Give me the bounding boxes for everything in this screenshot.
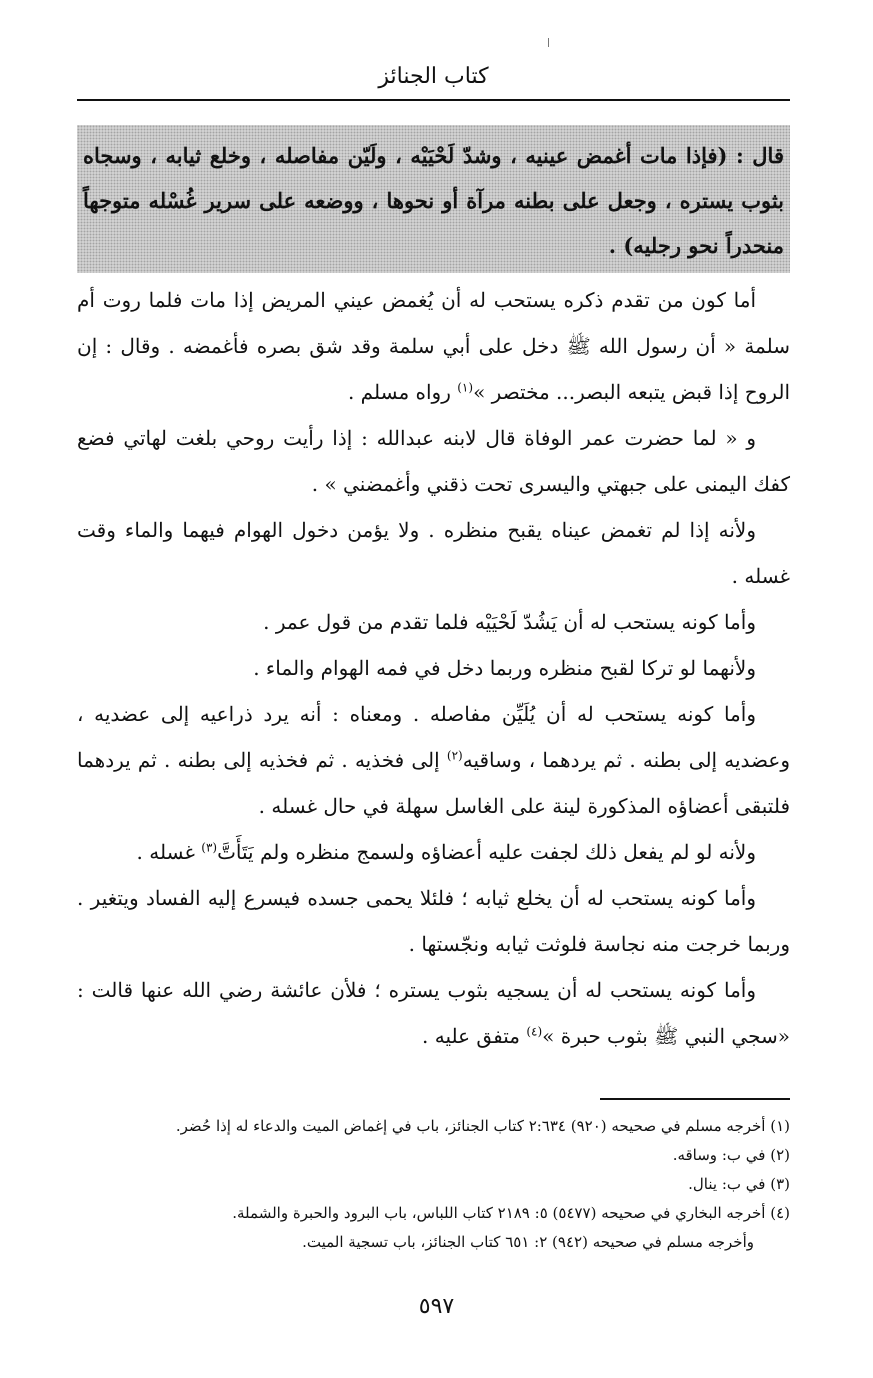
- paragraph: [77, 829, 790, 875]
- footnote-rule: [600, 1098, 790, 1100]
- page-number: ٥٩٧: [418, 1294, 455, 1319]
- footnote-number: (٣): [770, 1175, 790, 1193]
- footnote-text: أخرجه البخاري في صحيحه (٥٤٧٧) ٥: ٢١٨٩ كتاب اللباس، باب البرود والحبرة والشملة.: [232, 1204, 766, 1222]
- footnote: [77, 1170, 790, 1199]
- commentary-body: [77, 277, 790, 1059]
- footnote-text: في ب: وساقه.: [672, 1146, 766, 1164]
- paragraph-text: وأما كونه يستحب له أن يَشُدّ لَحْيَيْه فلما تقدم من قول عمر .: [263, 610, 756, 634]
- footnote-number: (٢): [770, 1146, 790, 1164]
- footnote-ref[interactable]: (٤): [526, 1024, 543, 1039]
- footnote: [77, 1199, 790, 1228]
- footnotes: [77, 1112, 790, 1257]
- footnote-continuation: وأخرجه مسلم في صحيحه (٩٤٢) ٢: ٦٥١ كتاب الجنائز، باب تسجية الميت.: [302, 1233, 754, 1251]
- footnote-number: (٤): [770, 1204, 790, 1222]
- paragraph: [77, 875, 790, 967]
- footnote-ref[interactable]: (٢): [446, 748, 463, 763]
- paragraph-text: وأما كونه يستحب له أن يسجيه بثوب يستره ؛ فلأن عائشة رضي الله عنها قالت : «سجي النبي ﷺ بثوب حبرة »: [77, 978, 790, 1048]
- footnote-text: أخرجه مسلم في صحيحه (٩٢٠) ٢:٦٣٤ كتاب الجنائز، باب في إغماض الميت والدعاء له إذا حُضر.: [175, 1117, 766, 1135]
- scan-mark: [548, 38, 549, 47]
- paragraph-tail: غسله .: [136, 840, 202, 864]
- paragraph: [77, 645, 790, 691]
- footnote-ref[interactable]: (١): [457, 380, 474, 395]
- footnote-ref[interactable]: (٣): [201, 840, 218, 855]
- paragraph: [77, 415, 790, 507]
- paragraph-text: وأما كونه يستحب له أن يخلع ثيابه ؛ فلئلا يحمى جسده فيسرع إليه الفساد ويتغير . وربما خرجت منه نجاسة فلوثت ثيابه ونجّستها .: [77, 886, 790, 956]
- paragraph-tail: رواه مسلم .: [347, 380, 458, 404]
- paragraph-text: وأما كونه يستحب له أن يُلَيِّن مفاصله . ومعناه : أنه يرد ذراعيه إلى عضديه ، وعضديه إلى بطنه . ثم يردهما ، وساقيه: [77, 702, 790, 772]
- footnote-number: (١): [770, 1117, 790, 1135]
- paragraph: [77, 277, 790, 415]
- paragraph: [77, 967, 790, 1059]
- paragraph-text: ولأنهما لو تركا لقبح منظره وربما دخل في فمه الهوام والماء .: [253, 656, 756, 680]
- paragraph-text: أما كون من تقدم ذكره يستحب له أن يُغمض عيني المريض إذا مات فلما روت أم سلمة « أن رسول الله ﷺ دخل على أبي سلمة وقد شق بصره فأغمضه . وقال : إن الروح إذا قبض يتبعه البصر... مختصر »: [77, 288, 790, 404]
- paragraph-tail: متفق عليه .: [422, 1024, 527, 1048]
- paragraph-tail: إلى فخذيه . ثم فخذيه إلى بطنه . ثم يردهما فلتبقى أعضاؤه المذكورة لينة على الغاسل سهلة في حال غسله .: [77, 748, 790, 818]
- paragraph: [77, 507, 790, 599]
- footnote-text: في ب: ينال.: [688, 1175, 766, 1193]
- paragraph: [77, 691, 790, 829]
- paragraph: [77, 599, 790, 645]
- footnote: [77, 1112, 790, 1141]
- paragraph-text: ولأنه إذا لم تغمض عيناه يقبح منظره . ولا يؤمن دخول الهوام فيهما والماء وقت غسله .: [77, 518, 790, 588]
- footnote: [77, 1141, 790, 1170]
- paragraph-text: و « لما حضرت عمر الوفاة قال لابنه عبدالله : إذا رأيت روحي بلغت لهاتي فضع كفك اليمنى على جبهتي واليسرى تحت ذقني وأغمضني » .: [77, 426, 790, 496]
- header-rule: [77, 99, 790, 101]
- matn-highlight-box: [77, 125, 790, 273]
- matn-text: قال : (فإذا مات أغمض عينيه ، وشدّ لَحْيَيْه ، ولَيّن مفاصله ، وخلع ثيابه ، وسجاه بثوب يستره ، وجعل على بطنه مرآة أو نحوها ، ووضعه على سرير غُسْله متوجهاً منحدراً نحو رجليه) .: [83, 143, 784, 258]
- running-title: كتاب الجنائز: [378, 64, 489, 89]
- paragraph-text: ولأنه لو لم يفعل ذلك لجفت عليه أعضاؤه ولسمج منظره ولم يَتَأَتَّ: [217, 840, 756, 864]
